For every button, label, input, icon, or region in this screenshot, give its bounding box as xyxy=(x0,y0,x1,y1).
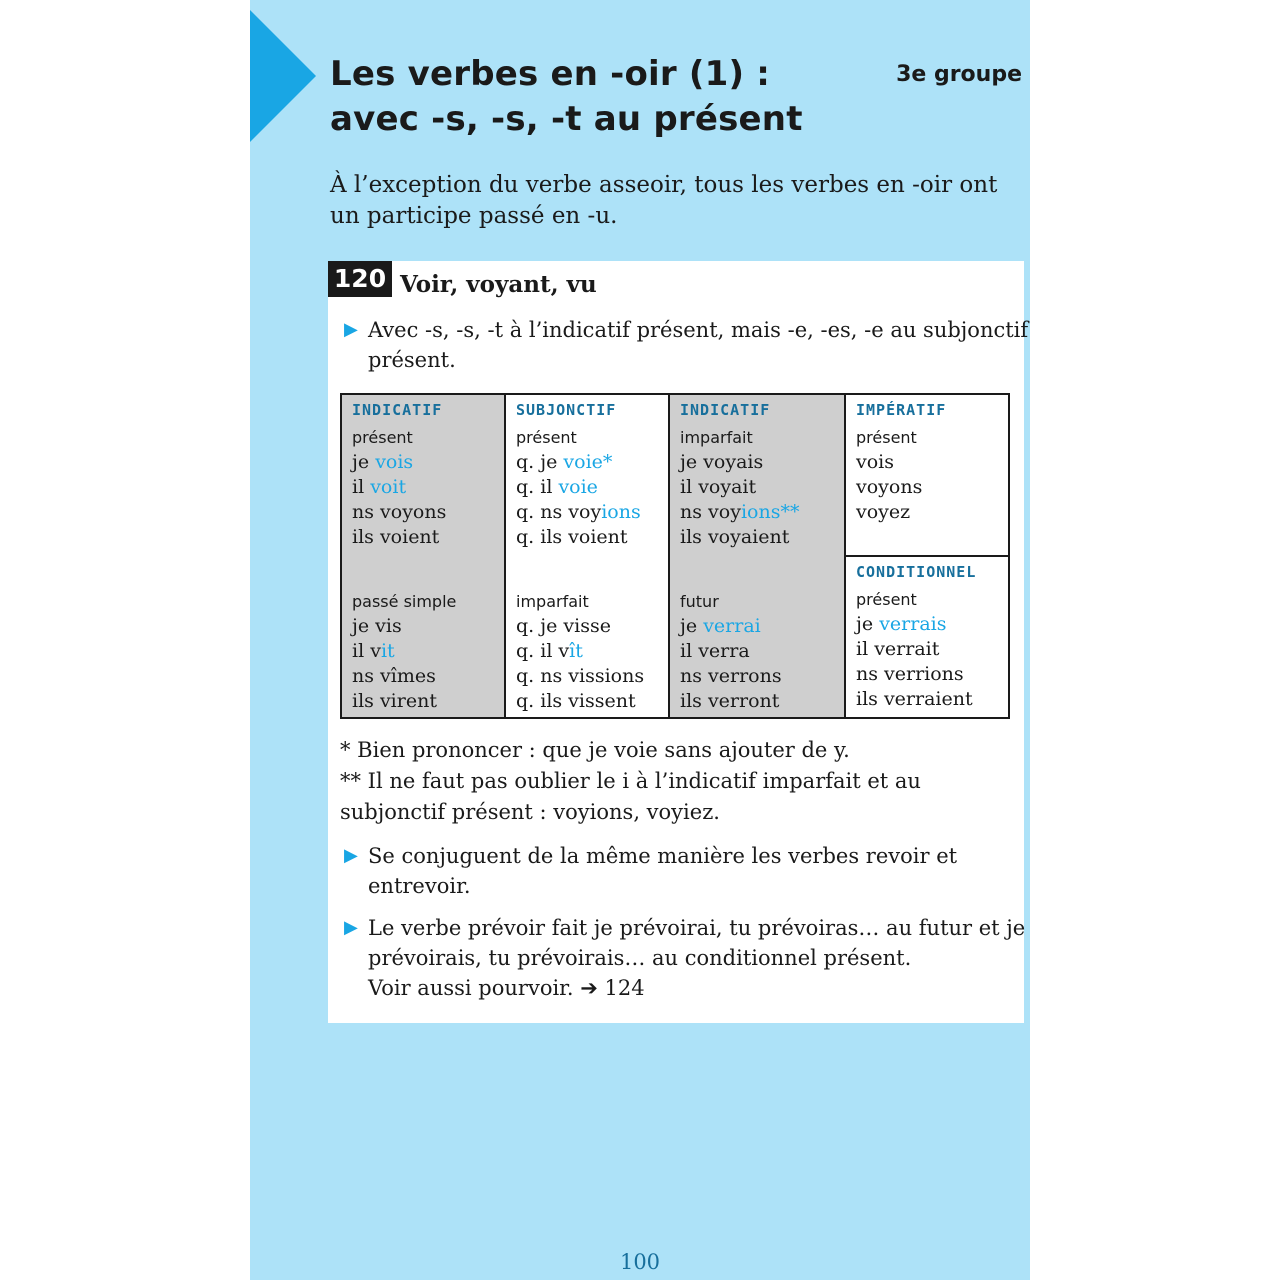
conj-form: ns verrions xyxy=(856,663,964,685)
conj-form: vois xyxy=(856,451,894,473)
conj-form: q. il vît xyxy=(516,640,583,662)
conj-form: je verrai xyxy=(680,615,761,637)
conjugation-table xyxy=(340,393,1010,719)
conj-form: ils voyaient xyxy=(680,526,790,548)
col1-tense2: passé simple xyxy=(352,592,457,611)
conj-form: je vois xyxy=(352,451,414,473)
col4-bottom-block xyxy=(856,563,976,712)
entry-number: 120 xyxy=(328,261,392,297)
col2-tense1: présent xyxy=(516,428,577,447)
conj-form: il verrait xyxy=(856,638,940,660)
conj-form: q. ns vissions xyxy=(516,665,645,687)
footnotes xyxy=(340,735,1010,828)
bullet-text: Le verbe prévoir fait je prévoirai, tu prévoiras… au futur et je prévoirais, tu prévoirais… au conditionnel présent. xyxy=(368,916,1026,970)
col2-top-block xyxy=(516,401,641,550)
bullet-arrow-icon: ▶ xyxy=(344,917,358,938)
conj-form: q. il voie xyxy=(516,476,598,498)
conj-form: q. ils voient xyxy=(516,526,628,548)
conj-form: voyez xyxy=(856,501,911,523)
bullet-text: Se conjuguent de la même manière les verbes revoir et entrevoir. xyxy=(368,844,958,898)
conj-form: je vis xyxy=(352,615,402,637)
conj-form: ns verrons xyxy=(680,665,782,687)
conj-form: ils verraient xyxy=(856,688,973,710)
col1-top-block xyxy=(352,401,446,550)
conj-form: ns voyons xyxy=(352,501,447,523)
conj-form: ns voyions** xyxy=(680,501,800,523)
page-number: 100 xyxy=(619,1250,661,1274)
col3-top-block xyxy=(680,401,799,550)
bullet-arrow-icon: ▶ xyxy=(344,319,358,340)
col1-tense1: présent xyxy=(352,428,413,447)
conj-form: q. je visse xyxy=(516,615,611,637)
conj-form: q. ns voyions xyxy=(516,501,641,523)
bullet-point-1 xyxy=(342,315,1038,375)
title-line-1: Les verbes en -oir (1) : xyxy=(330,54,771,94)
conj-form: ils virent xyxy=(352,690,437,712)
book-page xyxy=(250,0,1030,1280)
intro-paragraph: À l’exception du verbe asseoir, tous les verbes en -oir ont un participe passé en -u. xyxy=(330,172,998,229)
conj-form: q. je voie* xyxy=(516,451,613,473)
conj-form: il vit xyxy=(352,640,395,662)
bullet-arrow-icon: ▶ xyxy=(344,845,358,866)
col3-bottom-block xyxy=(680,589,782,714)
bullet-point-2 xyxy=(342,841,1038,901)
bullet-text: Avec -s, -s, -t à l’indicatif présent, mais -e, -es, -e au subjonctif présent. xyxy=(368,318,1029,372)
footnote-1: * Bien prononcer : que je voie sans ajouter de y. xyxy=(340,738,850,762)
conj-form: je voyais xyxy=(680,451,764,473)
conj-form: il voit xyxy=(352,476,407,498)
col3-tense1: imparfait xyxy=(680,428,753,447)
col3-tense2: futur xyxy=(680,592,719,611)
col4-tense2: présent xyxy=(856,590,917,609)
col4-header: IMPÉRATIF xyxy=(856,401,947,419)
conj-form: il voyait xyxy=(680,476,757,498)
conj-form: ns vîmes xyxy=(352,665,436,687)
entry-card xyxy=(328,261,1029,1023)
col4-top-block xyxy=(856,401,946,525)
conj-form: il verra xyxy=(680,640,750,662)
col4-tense1: présent xyxy=(856,428,917,447)
conj-form: q. ils vissent xyxy=(516,690,636,712)
col3-header: INDICATIF xyxy=(680,401,771,419)
col4-header-2: CONDITIONNEL xyxy=(856,563,977,581)
col1-header: INDICATIF xyxy=(352,401,443,419)
conj-form: ils verront xyxy=(680,690,780,712)
col2-header: SUBJONCTIF xyxy=(516,401,617,419)
conj-form: je verrais xyxy=(856,613,947,635)
section-marker-triangle xyxy=(250,10,316,142)
column-divider xyxy=(668,395,670,717)
see-also-line: Voir aussi pourvoir. ➔ 124 xyxy=(368,976,645,1000)
col2-bottom-block xyxy=(516,589,644,714)
bullet-point-3 xyxy=(342,913,1038,1003)
col2-tense2: imparfait xyxy=(516,592,589,611)
conj-form: voyons xyxy=(856,476,923,498)
col1-bottom-block xyxy=(352,589,456,714)
entry-title: Voir, voyant, vu xyxy=(400,271,597,298)
footnote-2: ** Il ne faut pas oublier le i à l’indicatif imparfait et au subjonctif présent : voyions, voyiez. xyxy=(340,769,921,824)
page-title xyxy=(330,52,803,142)
conj-form: ils voient xyxy=(352,526,440,548)
group-label: 3e groupe xyxy=(896,62,1022,87)
column-divider xyxy=(504,395,506,717)
row-divider xyxy=(846,555,1010,557)
title-line-2: avec -s, -s, -t au présent xyxy=(330,99,803,139)
